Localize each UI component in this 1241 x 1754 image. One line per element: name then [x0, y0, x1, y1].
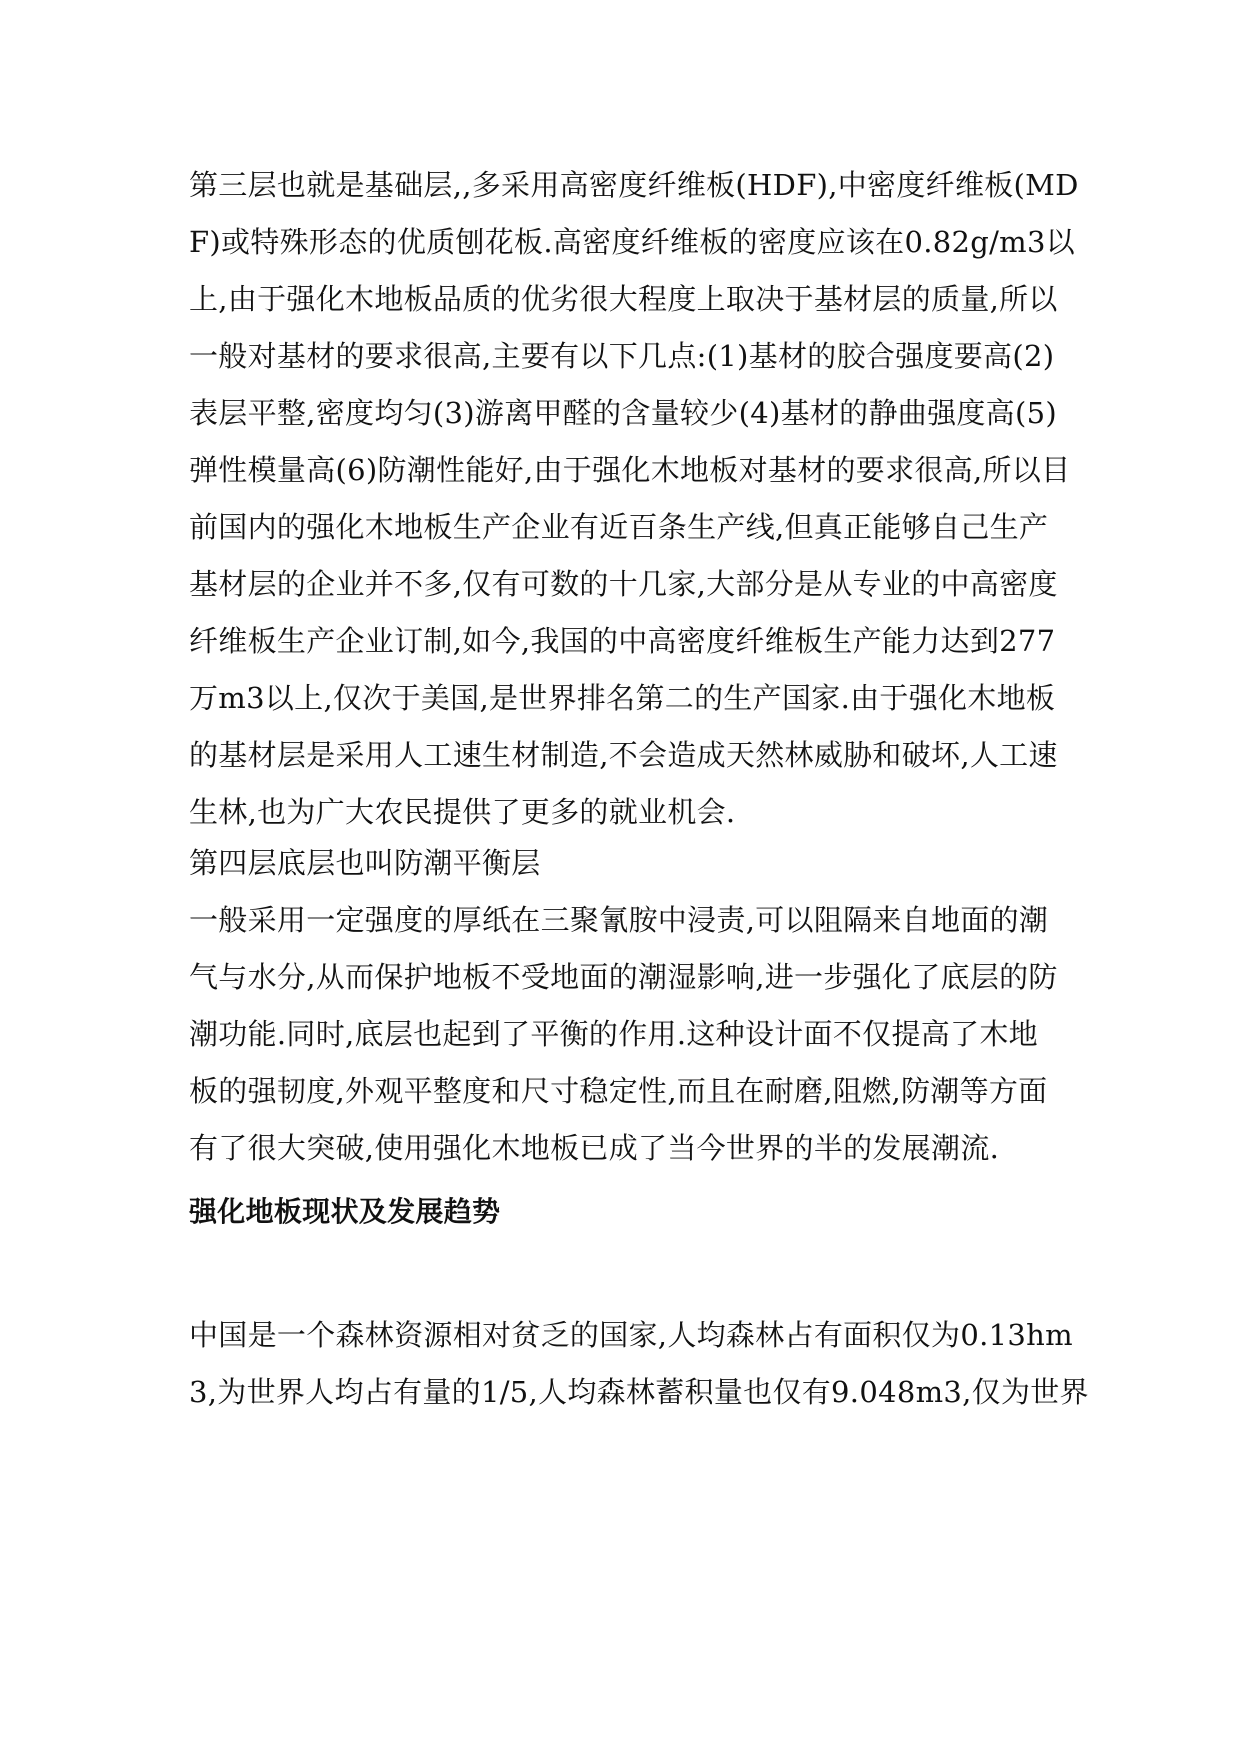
text-line: 万m3以上,仅次于美国,是世界排名第二的生产国家.由于强化木地板 — [189, 681, 1056, 715]
text-line: 一般对基材的要求很高,主要有以下几点:(1)基材的胶合强度要高(2) — [189, 339, 1055, 373]
text-line: 基材层的企业并不多,仅有可数的十几家,大部分是从专业的中高密度 — [189, 567, 1058, 601]
text-line: 潮功能.同时,底层也起到了平衡的作用.这种设计面不仅提高了木地 — [189, 1017, 1038, 1051]
text-line: F)或特殊形态的优质刨花板.高密度纤维板的密度应该在0.82g/m3以 — [189, 225, 1076, 259]
text-line: 3,为世界人均占有量的1/5,人均森林蓄积量也仅有9.048m3,仅为世界 — [189, 1375, 1089, 1409]
text-line: 气与水分,从而保护地板不受地面的潮湿影响,进一步强化了底层的防 — [189, 960, 1058, 994]
text-line: 一般采用一定强度的厚纸在三聚氰胺中浸责,可以阻隔来自地面的潮 — [189, 903, 1049, 937]
text-line: 第三层也就是基础层,,多采用高密度纤维板(HDF),中密度纤维板(MD — [189, 168, 1079, 202]
text-line: 有了很大突破,使用强化木地板已成了当今世界的半的发展潮流. — [189, 1131, 1000, 1165]
text-line: 板的强韧度,外观平整度和尺寸稳定性,而且在耐磨,阻燃,防潮等方面 — [189, 1074, 1048, 1108]
text-line: 弹性模量高(6)防潮性能好,由于强化木地板对基材的要求很高,所以目 — [189, 453, 1071, 487]
text-line: 的基材层是采用人工速生材制造,不会造成天然林威胁和破坏,人工速 — [189, 738, 1058, 772]
text-line: 纤维板生产企业订制,如今,我国的中高密度纤维板生产能力达到277 — [189, 624, 1056, 658]
section-heading: 强化地板现状及发展趋势 — [189, 1195, 501, 1228]
text-line: 中国是一个森林资源相对贫乏的国家,人均森林占有面积仅为0.13hm — [189, 1318, 1073, 1352]
text-line: 表层平整,密度均匀(3)游离甲醛的含量较少(4)基材的静曲强度高(5) — [189, 396, 1057, 430]
paragraph-title: 第四层底层也叫防潮平衡层 — [189, 846, 541, 880]
text-line: 上,由于强化木地板品质的优劣很大程度上取决于基材层的质量,所以 — [189, 282, 1058, 316]
text-line: 前国内的强化木地板生产企业有近百条生产线,但真正能够自己生产 — [189, 510, 1049, 544]
text-line: 生林,也为广大农民提供了更多的就业机会. — [189, 795, 736, 829]
